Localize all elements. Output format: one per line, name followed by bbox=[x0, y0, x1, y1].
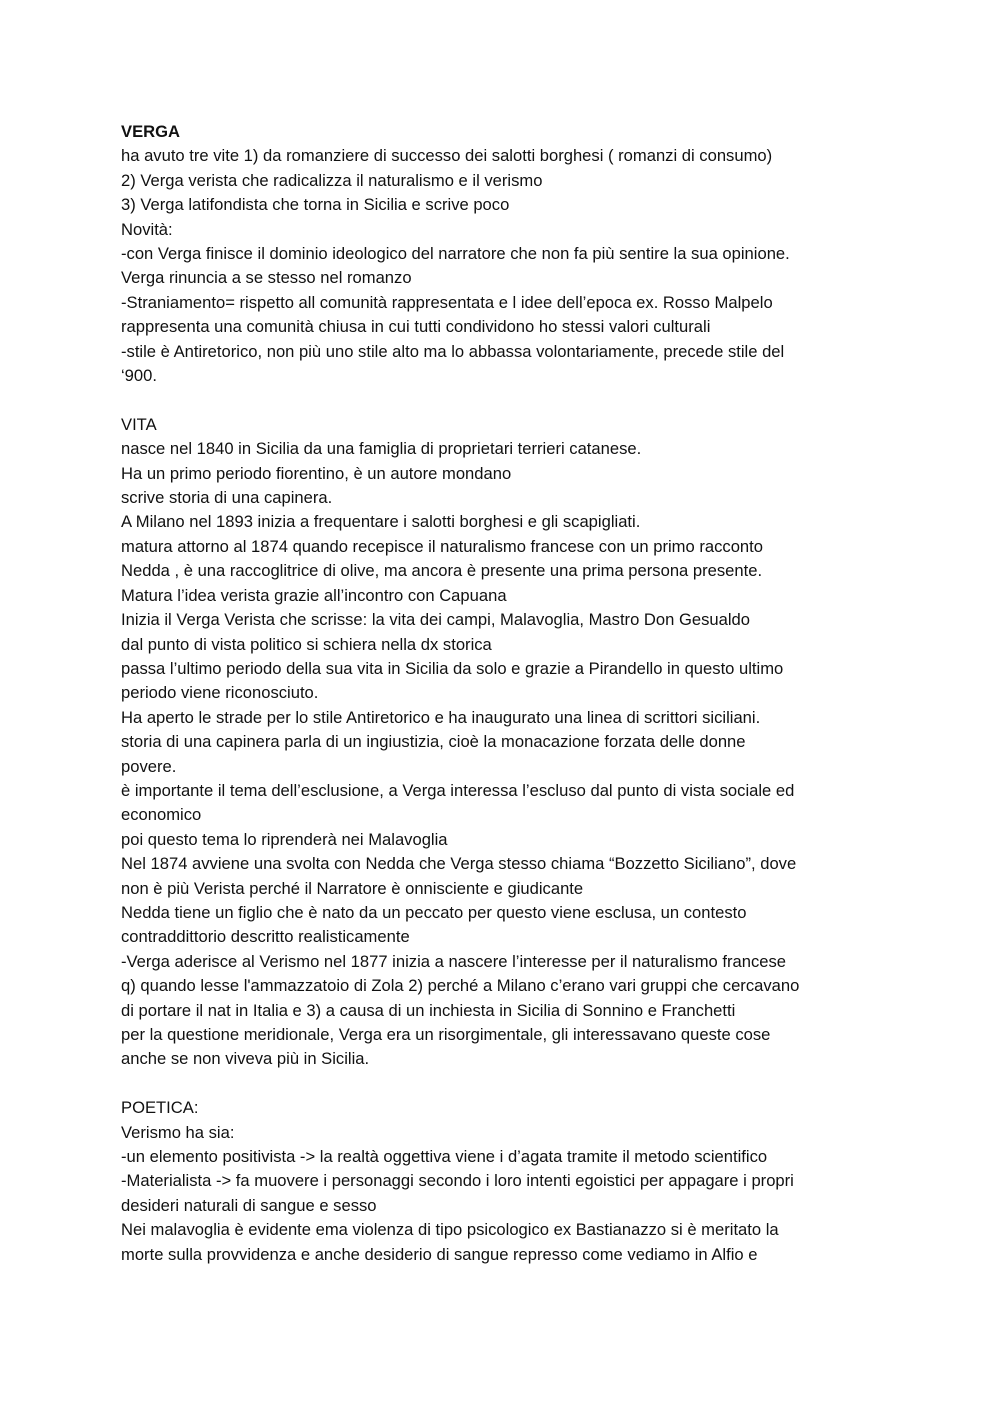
text-line: poi questo tema lo riprenderà nei Malavoglia bbox=[121, 829, 448, 849]
text-line: -con Verga finisce il dominio ideologico del narratore che non fa più sentire la sua opinione. bbox=[121, 244, 790, 264]
text-line: per la questione meridionale, Verga era un risorgimentale, gli interessavano queste cose bbox=[121, 1025, 771, 1045]
text-line: Ha un primo periodo fiorentino, è un autore mondano bbox=[121, 463, 512, 483]
text-line: Verismo ha sia: bbox=[121, 1122, 235, 1142]
text-line: 3) Verga latifondista che torna in Sicilia e scrive poco bbox=[121, 195, 510, 215]
blank-line bbox=[121, 1072, 891, 1096]
text-line: è importante il tema dell’esclusione, a Verga interessa l’escluso dal punto di vista sociale ed bbox=[121, 780, 795, 800]
text-line: Inizia il Verga Verista che scrisse: la vita dei campi, Malavoglia, Mastro Don Gesualdo bbox=[121, 610, 751, 630]
text-line: ha avuto tre vite 1) da romanziere di successo dei salotti borghesi ( romanzi di consumo) bbox=[121, 146, 773, 166]
text-line: desideri naturali di sangue e sesso bbox=[121, 1195, 377, 1215]
text-line: -un elemento positivista -> la realtà oggettiva viene i d’agata tramite il metodo scientifico bbox=[121, 1147, 768, 1167]
text-line: 2) Verga verista che radicalizza il naturalismo e il verismo bbox=[121, 170, 543, 190]
text-line: scrive storia di una capinera. bbox=[121, 488, 333, 508]
text-line: -Materialista -> fa muovere i personaggi secondo i loro intenti egoistici per appagare i propri bbox=[121, 1171, 794, 1191]
text-line: nasce nel 1840 in Sicilia da una famiglia di proprietari terrieri catanese. bbox=[121, 439, 642, 459]
document-body bbox=[121, 120, 891, 1267]
text-line: rappresenta una comunità chiusa in cui tutti condividono ho stessi valori culturali bbox=[121, 317, 711, 337]
text-line: storia di una capinera parla di un ingiustizia, cioè la monacazione forzata delle donne bbox=[121, 732, 746, 752]
text-line: morte sulla provvidenza e anche desiderio di sangue represso come vediamo in Alfio e bbox=[121, 1244, 758, 1264]
text-line: Nedda , è una raccoglitrice di olive, ma ancora è presente una prima persona presente. bbox=[121, 561, 763, 581]
text-line: -stile è Antiretorico, non più uno stile alto ma lo abbassa volontariamente, precede stile del bbox=[121, 341, 785, 361]
text-line: -Straniamento= rispetto all comunità rappresentata e l idee dell’epoca ex. Rosso Malpelo bbox=[121, 292, 773, 312]
text-line: dal punto di vista politico si schiera nella dx storica bbox=[121, 634, 492, 654]
text-line: Matura l’idea verista grazie all’incontro con Capuana bbox=[121, 585, 507, 605]
text-line: contraddittorio descritto realisticamente bbox=[121, 927, 410, 947]
text-line: non è più Verista perché il Narratore è onnisciente e giudicante bbox=[121, 878, 584, 898]
text-line: A Milano nel 1893 inizia a frequentare i salotti borghesi e gli scapigliati. bbox=[121, 512, 641, 532]
blank-line bbox=[121, 388, 891, 412]
text-line: Nedda tiene un figlio che è nato da un peccato per questo viene esclusa, un contesto bbox=[121, 902, 747, 922]
text-line: VITA bbox=[121, 414, 157, 434]
text-line: periodo viene riconosciuto. bbox=[121, 683, 319, 703]
text-line: -Verga aderisce al Verismo nel 1877 inizia a nascere l’interesse per il naturalismo francese bbox=[121, 951, 787, 971]
text-line: ‘900. bbox=[121, 366, 157, 386]
text-line: POETICA: bbox=[121, 1098, 199, 1118]
text-line: passa l’ultimo periodo della sua vita in Sicilia da solo e grazie a Pirandello in questo ultimo bbox=[121, 658, 784, 678]
text-line: Nel 1874 avviene una svolta con Nedda che Verga stesso chiama “Bozzetto Siciliano”, dove bbox=[121, 854, 797, 874]
text-line: Novità: bbox=[121, 219, 173, 239]
text-line: economico bbox=[121, 805, 202, 825]
text-line: anche se non viveva più in Sicilia. bbox=[121, 1049, 370, 1069]
text-line: q) quando lesse l'ammazzatoio di Zola 2) perché a Milano c’erano vari gruppi che cercavano bbox=[121, 976, 800, 996]
text-line: di portare il nat in Italia e 3) a causa di un inchiesta in Sicilia di Sonnino e Franchetti bbox=[121, 1000, 736, 1020]
text-line: Ha aperto le strade per lo stile Antiretorico e ha inaugurato una linea di scrittori siciliani. bbox=[121, 707, 761, 727]
text-line: Verga rinuncia a se stesso nel romanzo bbox=[121, 268, 412, 288]
text-line: matura attorno al 1874 quando recepisce il naturalismo francese con un primo racconto bbox=[121, 536, 763, 556]
document-title: VERGA bbox=[121, 122, 181, 141]
text-line: Nei malavoglia è evidente ema violenza di tipo psicologico ex Bastianazzo si è meritato la bbox=[121, 1220, 779, 1240]
text-line: povere. bbox=[121, 756, 177, 776]
